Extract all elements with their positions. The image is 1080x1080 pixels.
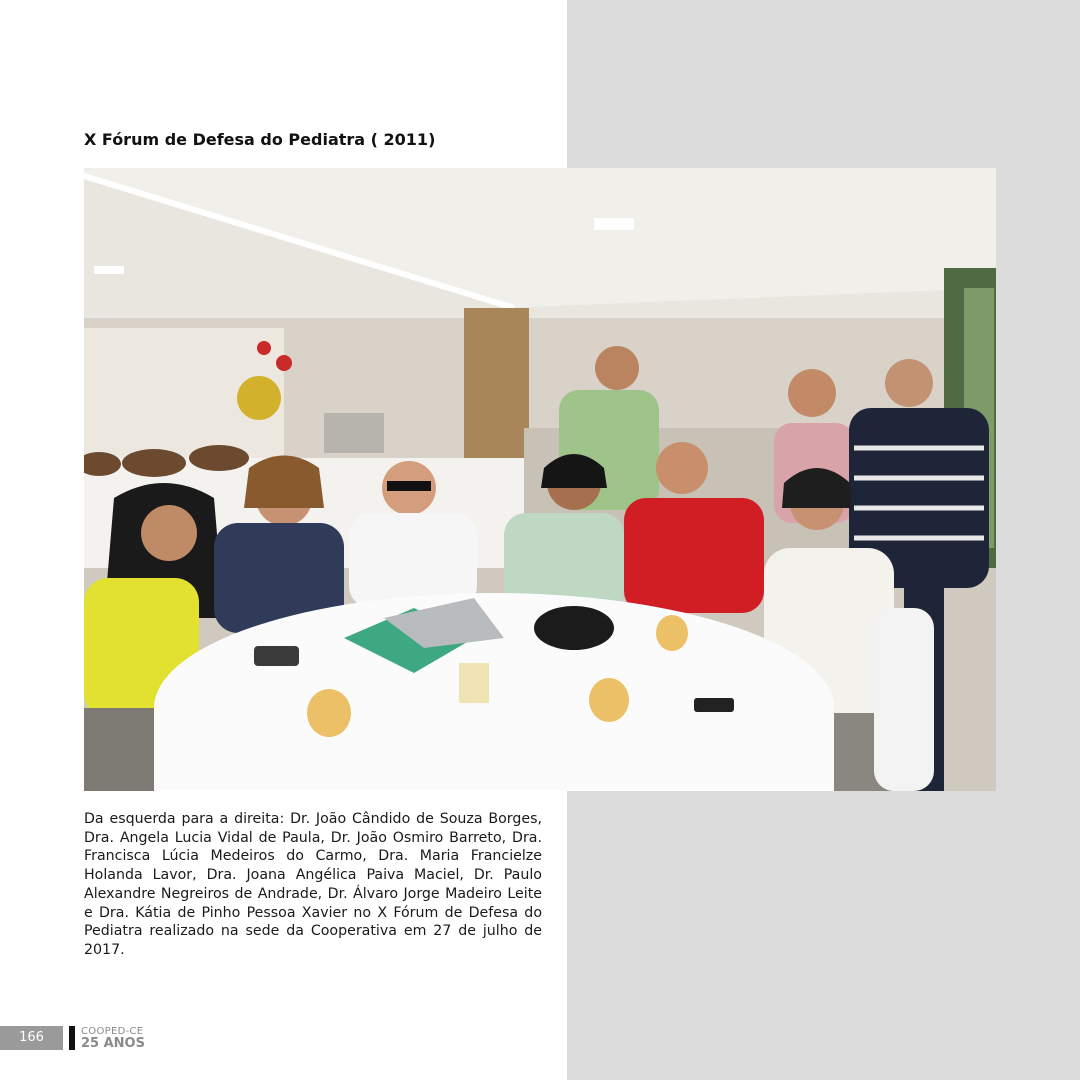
footer-divider (69, 1026, 75, 1050)
brand-name: COOPED-CE (81, 1026, 144, 1037)
brand-anniversary: 25 ANOS (81, 1036, 145, 1051)
page-title: X Fórum de Defesa do Pediatra ( 2011) (84, 130, 436, 149)
photo-caption: Da esquerda para a direita: Dr. João Cândido de Souza Borges, Dra. Angela Lucia Vidal de Paula, Dr. João Osmiro Barreto, Dra. Francisca Lúcia Medeiros do Carmo, Dra. Maria Francielze Holanda Lavor, Dra. Joana Angélica Paiva Maciel, Dr. Paulo Alexandre Negreiros de Andrade, Dr. Álvaro Jorge Madeiro Leite e Dra. Kátia de Pinho Pessoa Xavier no X Fórum de Defesa do Pediatra realizado na sede da Cooperativa em 27 de julho de 2017. (84, 811, 542, 958)
group-photo (84, 168, 996, 791)
page-footer (0, 1026, 160, 1050)
page-number: 166 (0, 1026, 63, 1050)
